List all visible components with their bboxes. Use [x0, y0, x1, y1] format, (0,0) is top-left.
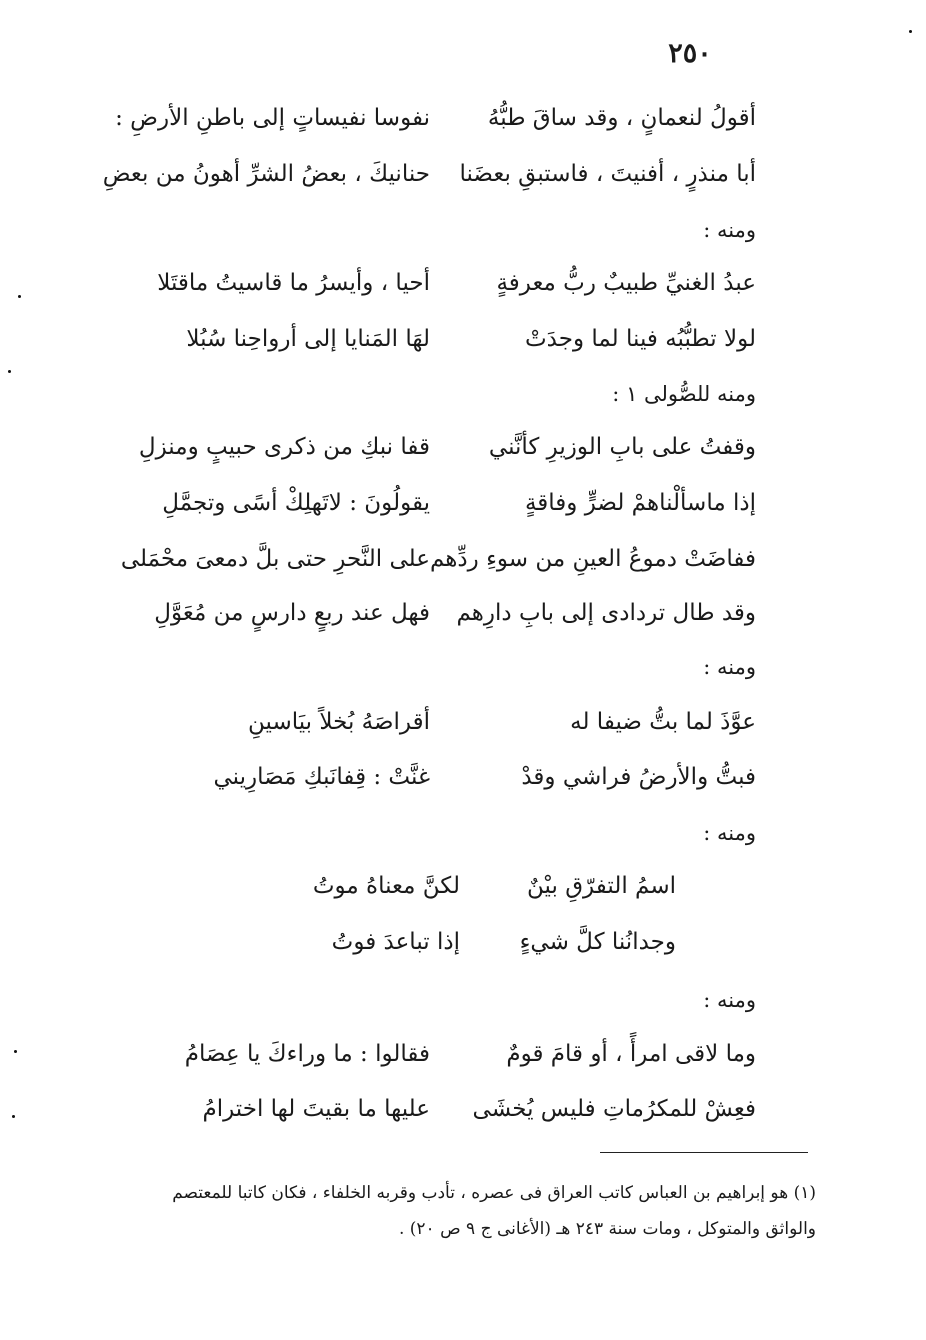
scan-speck [14, 1050, 17, 1053]
section-heading: ومنه : [703, 218, 756, 242]
verse-hemistich-right: ففاضَتْ دموعُ العينِ من سوءِ ردِّهم [430, 546, 756, 572]
verse-hemistich-left: عليها ما بقيتَ لها اخترامُ [202, 1096, 430, 1122]
verse-hemistich-left: نفوسا نفيساتٍ إلى باطنِ الأرضِ : [115, 105, 430, 131]
verse-hemistich-right: فبتُّ والأرضُ فراشي وقدْ [521, 764, 756, 790]
verse-hemistich-right: وما لاقى امرأً ، أو قامَ قومٌ [506, 1041, 756, 1067]
verse-hemistich-right: أبا منذرٍ ، أفنيتَ ، فاستبقِ بعضَنا [459, 161, 756, 187]
section-heading: ومنه : [703, 988, 756, 1012]
section-heading: ومنه للصُّولى ١ : [612, 382, 756, 406]
verse-hemistich-right: فعِشْ للمكرُماتِ فليس يُخشَى [472, 1096, 756, 1122]
verse-hemistich-right: وجدانُنا كلَّ شيءٍ [519, 929, 676, 955]
verse-hemistich-left: لهَا المَنايا إلى أرواحِنا سُبُلا [186, 326, 430, 352]
verse-hemistich-left: على النَّحرِ حتى بلَّ دمعىَ محْمَلى [120, 546, 430, 572]
scan-speck [8, 370, 11, 373]
verse-hemistich-left: حنانيكَ ، بعضُ الشرِّ أهونُ من بعضِ [102, 161, 430, 187]
verse-hemistich-right: وقد طال تردادى إلى بابِ دارِهم [456, 600, 756, 626]
verse-hemistich-left: فهل عند ربعٍ دارسٍ من مُعَوَّلِ [154, 600, 430, 626]
verse-hemistich-right: إذا ماسألْناهمْ لضرٍّ وفاقةٍ [524, 490, 756, 516]
footnote-line: (١) هو إبراهيم بن العباس كاتب العراق فى عصره ، تأدب وقربه الخلفاء ، فكان كاتبا للمعتصم [172, 1183, 816, 1203]
scan-speck [909, 30, 912, 33]
verse-hemistich-left: قفا نبكِ من ذكرى حبيبٍ ومنزلِ [138, 434, 430, 460]
verse-hemistich-right: عوَّذَ لما بتُّ ضيفا له [570, 709, 756, 735]
footnote-divider [600, 1152, 808, 1153]
verse-hemistich-left: غنَّتْ : قِفانَبكِ مَصَارِيني [213, 764, 430, 790]
page-number: ٢٥٠ [668, 38, 712, 69]
section-heading: ومنه : [703, 655, 756, 679]
verse-hemistich-left: فقالوا : ما وراءكَ يا عِصَامُ [184, 1041, 430, 1067]
verse-hemistich-right: وقفتُ على بابِ الوزيرِ كأنَّني [488, 434, 756, 460]
verse-hemistich-left: إذا تباعدَ فوتُ [331, 929, 460, 955]
verse-hemistich-left: لكنَّ معناهُ موتُ [312, 873, 460, 899]
verse-hemistich-right: عبدُ الغنيِّ طبيبٌ ربُّ معرفةٍ [496, 270, 756, 296]
verse-hemistich-left: أحيا ، وأيسرُ ما قاسيتُ ماقتَلا [157, 270, 430, 296]
scan-speck [12, 1115, 15, 1118]
section-heading: ومنه : [703, 821, 756, 845]
verse-hemistich-right: لولا تطبُّبُه فينا لما وجدَتْ [525, 326, 756, 352]
scan-speck [18, 295, 21, 298]
verse-hemistich-right: أقولُ لنعمانٍ ، وقد ساقَ طبُّهُ [487, 105, 756, 131]
verse-hemistich-left: أقراصَهُ بُخلاً بيَاسينِ [248, 709, 430, 735]
footnote-line: والواثق والمتوكل ، ومات سنة ٢٤٣ هـ (الأغانى ج ٩ ص ٢٠) . [398, 1219, 816, 1239]
verse-hemistich-right: اسمُ التفرّقِ بيْنٌ [527, 873, 676, 899]
verse-hemistich-left: يقولُونَ : لاتَهلِكْ أسًى وتجمَّلِ [162, 490, 430, 516]
